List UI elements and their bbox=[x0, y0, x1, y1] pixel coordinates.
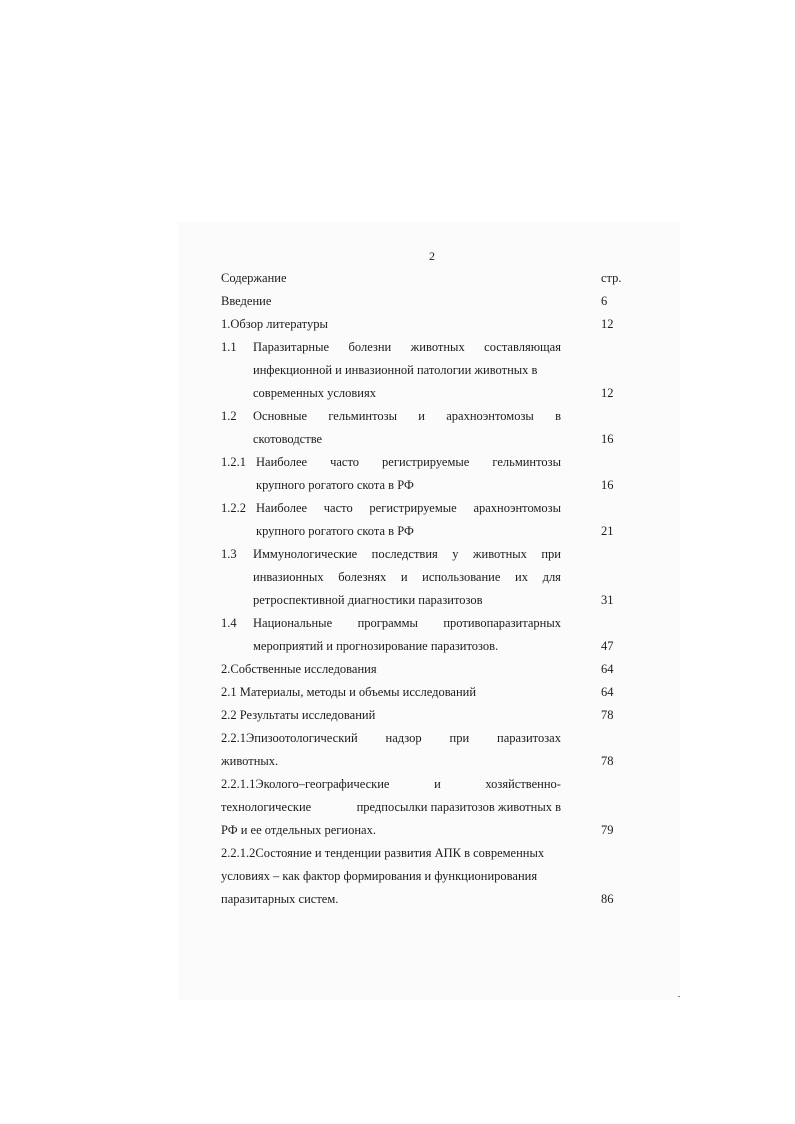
word: составляющая bbox=[484, 340, 561, 354]
word: и bbox=[400, 570, 408, 584]
toc-entry-line: животных. bbox=[221, 754, 279, 768]
toc-entry-page: 79 bbox=[601, 823, 614, 837]
toc-entry-page: 64 bbox=[601, 662, 614, 676]
toc-entry-line bbox=[221, 727, 561, 750]
word: паразитозах bbox=[497, 731, 561, 745]
word: арахноэнтомозы bbox=[446, 409, 534, 423]
toc-entry-page: 78 bbox=[601, 708, 614, 722]
word: гельминтозы bbox=[328, 409, 397, 423]
toc-entry-page: 47 bbox=[601, 639, 614, 653]
word: надзор bbox=[385, 731, 422, 745]
toc-entry-page: 64 bbox=[601, 685, 614, 699]
word: технологические bbox=[221, 800, 312, 814]
toc-entry-line: инфекционной и инвазионной патологии животных в bbox=[253, 363, 538, 377]
toc-entry-page: 21 bbox=[601, 524, 614, 538]
toc-entry-line: 2.1 Материалы, методы и объемы исследований bbox=[221, 685, 477, 699]
scan-speck bbox=[678, 996, 680, 997]
word: у bbox=[452, 547, 459, 561]
word: их bbox=[515, 570, 528, 584]
toc-entry-page: 6 bbox=[601, 294, 608, 308]
toc-entry-line: 2.Собственные исследования bbox=[221, 662, 377, 676]
word: Паразитарные bbox=[253, 340, 330, 354]
toc-page-column-label: стр. bbox=[601, 271, 622, 285]
toc-entry-page: 16 bbox=[601, 432, 614, 446]
toc-entry-line bbox=[253, 612, 561, 635]
word: программы bbox=[357, 616, 418, 630]
toc-entry-line: 2.2 Результаты исследований bbox=[221, 708, 376, 722]
toc-entry-number: 1.3 bbox=[221, 547, 237, 561]
word: при bbox=[541, 547, 561, 561]
toc-entry-line: 2.2.1.2Состояние и тенденции развития АПК в современных bbox=[221, 846, 545, 860]
toc-entry-line bbox=[253, 405, 561, 428]
toc-entry-line: условиях – как фактор формирования и функционирования bbox=[221, 869, 538, 883]
word: регистрируемые bbox=[369, 501, 457, 515]
toc-entry-number: 1.1 bbox=[221, 340, 237, 354]
word: Наиболее bbox=[256, 455, 308, 469]
toc-entry-page: 12 bbox=[601, 386, 614, 400]
toc-entry-line: 1.Обзор литературы bbox=[221, 317, 328, 331]
word: предпосылки паразитозов животных в bbox=[356, 800, 561, 814]
word: 2.2.1Эпизоотологический bbox=[221, 731, 358, 745]
toc-entry-line: современных условиях bbox=[253, 386, 376, 400]
toc-entry-line: ретроспективной диагностики паразитозов bbox=[253, 593, 483, 607]
toc-entry-line: мероприятий и прогнозирование паразитозов. bbox=[253, 639, 499, 653]
toc-entry-number: 1.4 bbox=[221, 616, 237, 630]
word: последствия bbox=[371, 547, 438, 561]
toc-entry-line: крупного рогатого скота в РФ bbox=[256, 478, 414, 492]
toc-entry-line bbox=[253, 543, 561, 566]
toc-entry-line: паразитарных систем. bbox=[221, 892, 339, 906]
word: противопаразитарных bbox=[443, 616, 561, 630]
toc-entry-line bbox=[221, 773, 561, 796]
word: в bbox=[555, 409, 561, 423]
toc-entry-line: РФ и ее отдельных регионах. bbox=[221, 823, 376, 837]
word: Национальные bbox=[253, 616, 333, 630]
word: болезни bbox=[348, 340, 392, 354]
word: Наиболее bbox=[256, 501, 308, 515]
word: регистрируемые bbox=[382, 455, 470, 469]
word: использование bbox=[422, 570, 501, 584]
word: часто bbox=[323, 501, 353, 515]
word: для bbox=[542, 570, 561, 584]
toc-entry-line bbox=[256, 451, 561, 474]
toc-entry-line: Введение bbox=[221, 294, 272, 308]
word: болезнях bbox=[338, 570, 387, 584]
toc-entry-number: 1.2 bbox=[221, 409, 237, 423]
word: животных bbox=[472, 547, 527, 561]
toc-entry-line: скотоводстве bbox=[253, 432, 323, 446]
word: Иммунологические bbox=[253, 547, 358, 561]
word: арахноэнтомозы bbox=[473, 501, 561, 515]
word: и bbox=[418, 409, 425, 423]
toc-entry-page: 86 bbox=[601, 892, 614, 906]
toc-entry-line bbox=[253, 336, 561, 359]
toc-entry-number: 1.2.1 bbox=[221, 455, 246, 469]
toc-entry-line bbox=[253, 566, 561, 589]
word: Основные bbox=[253, 409, 308, 423]
word: часто bbox=[330, 455, 360, 469]
word: хозяйственно- bbox=[485, 777, 561, 791]
word: 2.2.1.1Эколого–географические bbox=[221, 777, 390, 791]
toc-entry-line bbox=[221, 796, 561, 819]
word: инвазионных bbox=[253, 570, 324, 584]
word: гельминтозы bbox=[492, 455, 561, 469]
word: и bbox=[434, 777, 441, 791]
toc-entry-line: крупного рогатого скота в РФ bbox=[256, 524, 414, 538]
toc-entry-number: 1.2.2 bbox=[221, 501, 246, 515]
page-number: 2 bbox=[429, 249, 435, 263]
word: животных bbox=[410, 340, 465, 354]
toc-entry-page: 78 bbox=[601, 754, 614, 768]
toc-entry-page: 31 bbox=[601, 593, 614, 607]
toc-title: Содержание bbox=[221, 271, 287, 285]
toc-entry-line bbox=[256, 497, 561, 520]
word: при bbox=[449, 731, 470, 745]
toc-entry-page: 16 bbox=[601, 478, 614, 492]
toc-entry-page: 12 bbox=[601, 317, 614, 331]
